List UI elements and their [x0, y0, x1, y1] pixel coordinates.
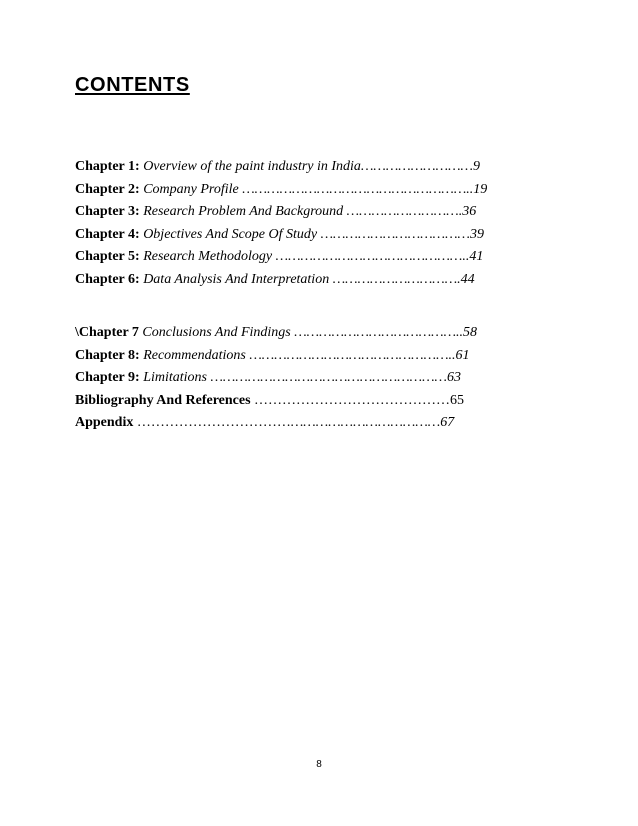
toc-entry-leader: ………………………………………………..19	[242, 181, 488, 197]
toc-entry-leader: …………………………………………………63	[210, 370, 462, 385]
toc-entry-label: Chapter 3:	[75, 204, 140, 219]
toc-entry-title: Objectives And Scope Of Study	[139, 226, 321, 242]
toc-entry-label: Chapter 4:	[75, 226, 140, 242]
toc-entry-title: Limitations	[139, 370, 211, 385]
toc-entry-title: Research Problem And Background	[139, 204, 347, 219]
toc-entry-title: Overview of the paint industry in India	[139, 159, 361, 174]
toc-entry-leader-italic: ………………………………67	[290, 415, 455, 430]
toc-entry-label: Chapter 6:	[75, 271, 140, 287]
toc-entry-title: Conclusions And Findings	[138, 325, 295, 340]
toc-entry-leader: …………………………………………..61	[249, 347, 470, 363]
toc-entry-leader: ……………………….36	[346, 204, 477, 219]
toc-entry-label: Bibliography And References	[75, 392, 251, 408]
toc-spacer	[75, 291, 575, 322]
contents-heading: CONTENTS	[75, 74, 190, 96]
table-of-contents	[75, 156, 575, 435]
toc-entry-appendix	[75, 412, 575, 435]
toc-entry-chapter-2	[75, 179, 575, 202]
toc-entry-chapter-1	[75, 156, 575, 179]
toc-entry-label: \Chapter 7	[75, 325, 139, 340]
toc-entry-leader: ……………………………	[133, 415, 291, 430]
toc-entry-label: Chapter 2:	[75, 181, 140, 197]
toc-entry-title: Recommendations	[139, 347, 250, 363]
toc-entry-leader: ………………………………………..41	[275, 249, 484, 264]
toc-entry-leader: …………………………………..58	[294, 325, 478, 340]
toc-entry-chapter-3	[75, 201, 575, 224]
toc-entry-bibliography	[75, 390, 575, 413]
toc-entry-label: Chapter 5:	[75, 249, 140, 264]
toc-entry-label: Chapter 1:	[75, 159, 140, 174]
toc-entry-chapter-4	[75, 224, 575, 247]
toc-entry-leader: ………………………….44	[332, 271, 475, 287]
toc-entry-leader: ………………………………39	[320, 226, 484, 242]
toc-entry-chapter-5	[75, 246, 575, 269]
page-number: 8	[316, 759, 322, 770]
toc-entry-title: Research Methodology	[139, 249, 276, 264]
toc-entry-label: Appendix	[75, 415, 134, 430]
toc-entry-chapter-8	[75, 345, 575, 368]
toc-entry-title: Data Analysis And Interpretation	[139, 271, 333, 287]
toc-entry-chapter-9	[75, 367, 575, 390]
toc-entry-leader: ……………………………………65	[250, 392, 465, 408]
toc-entry-leader: ………………………9	[360, 159, 480, 174]
toc-entry-label: Chapter 9:	[75, 370, 140, 385]
toc-entry-chapter-7	[75, 322, 575, 345]
toc-entry-label: Chapter 8:	[75, 347, 140, 363]
toc-entry-title: Company Profile	[139, 181, 243, 197]
toc-entry-chapter-6	[75, 269, 575, 292]
